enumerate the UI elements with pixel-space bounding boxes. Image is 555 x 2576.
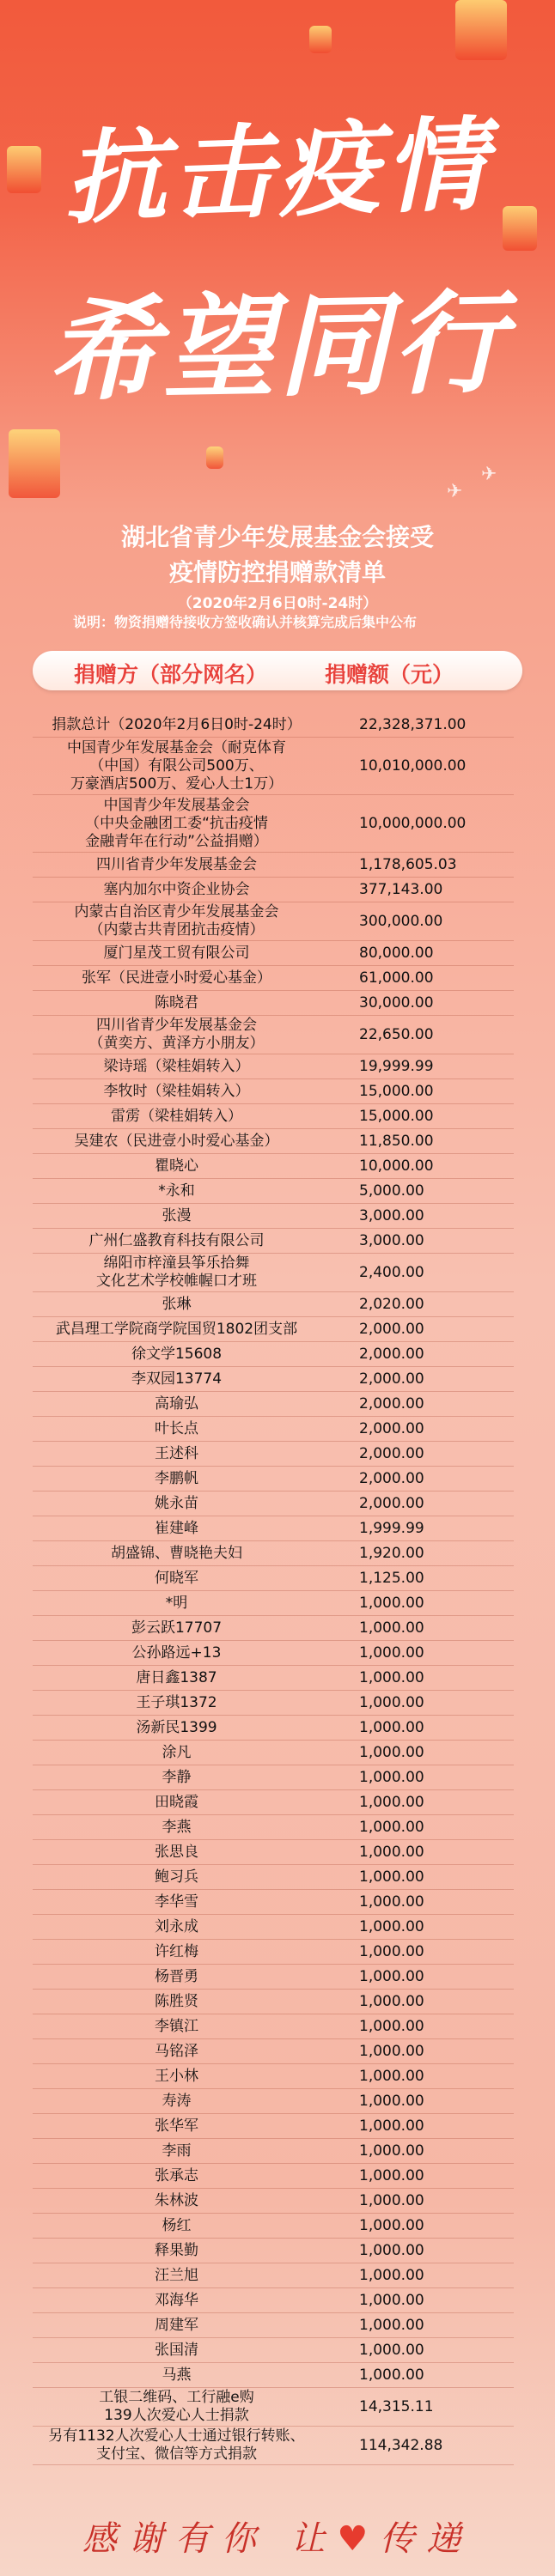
donor-name bbox=[33, 1918, 320, 1936]
table-row bbox=[33, 2139, 514, 2163]
donation-amount: 2,000.00 bbox=[359, 1321, 424, 1338]
donation-amount: 1,000.00 bbox=[359, 1918, 424, 1935]
donation-amount: 1,000.00 bbox=[359, 2217, 424, 2234]
donor-name-line: 杨晋勇 bbox=[155, 1967, 198, 1985]
donor-name bbox=[33, 2389, 320, 2425]
donor-name-line: 王小林 bbox=[155, 2067, 198, 2085]
donor-name bbox=[33, 797, 320, 851]
table-row bbox=[33, 1392, 514, 1416]
donation-amount: 3,000.00 bbox=[359, 1232, 424, 1249]
donor-name-line: 内蒙古自治区青少年发展基金会 bbox=[74, 903, 279, 920]
donor-name bbox=[33, 1108, 320, 1126]
donor-name-line: 涂凡 bbox=[162, 1743, 192, 1761]
donor-name-line: 文化艺术学校帷幄口才班 bbox=[96, 1273, 257, 1290]
donor-name-line: （中国）有限公司500万、 bbox=[89, 756, 264, 775]
donation-amount: 11,850.00 bbox=[359, 1133, 434, 1150]
donor-name bbox=[33, 1296, 320, 1314]
table-row bbox=[33, 2338, 514, 2362]
donor-name-line: 陈晓君 bbox=[155, 993, 198, 1012]
lantern-icon bbox=[9, 429, 60, 498]
donation-amount: 1,000.00 bbox=[359, 1669, 424, 1686]
donor-name-line: 张华军 bbox=[155, 2117, 198, 2135]
donation-amount: 2,000.00 bbox=[359, 1395, 424, 1413]
amount-column-header: 捐赠额（元） bbox=[325, 662, 454, 687]
donor-name-line: 李鹏帆 bbox=[155, 1469, 198, 1487]
table-row bbox=[33, 2189, 514, 2213]
donor-name-line: 万豪酒店500万、爱心人士1万） bbox=[70, 775, 284, 793]
donor-name bbox=[33, 2117, 320, 2136]
donor-name bbox=[33, 1017, 320, 1053]
donation-amount: 1,000.00 bbox=[359, 2068, 424, 2085]
bird-icon: ✈ bbox=[481, 464, 497, 485]
donor-name bbox=[33, 2217, 320, 2235]
donation-amount: 14,315.11 bbox=[359, 2398, 434, 2415]
donor-name bbox=[33, 1719, 320, 1737]
table-row bbox=[33, 1179, 514, 1203]
donor-name-line: 工银二维码、工行融e购 bbox=[99, 2389, 254, 2406]
donor-name bbox=[33, 1445, 320, 1463]
donor-column-header: 捐赠方（部分网名） bbox=[74, 662, 268, 687]
table-row bbox=[33, 1990, 514, 2014]
table-row bbox=[33, 1054, 514, 1078]
donation-amount: 1,000.00 bbox=[359, 2167, 424, 2184]
table-row bbox=[33, 2089, 514, 2113]
donation-amount: 1,000.00 bbox=[359, 2317, 424, 2334]
table-row bbox=[33, 1292, 514, 1316]
donation-amount: 19,999.99 bbox=[359, 1058, 434, 1075]
table-row bbox=[33, 2064, 514, 2088]
donation-amount: 1,000.00 bbox=[359, 1694, 424, 1711]
donor-name-line: 139人次爱心人士捐款 bbox=[104, 2407, 249, 2424]
donation-amount: 15,000.00 bbox=[359, 1083, 434, 1100]
donation-table bbox=[33, 713, 514, 2465]
donor-name-line: *永和 bbox=[158, 1182, 195, 1200]
donor-name-line: 彭云跃17707 bbox=[131, 1619, 223, 1637]
donation-amount: 1,178,605.03 bbox=[359, 856, 457, 873]
donor-name bbox=[33, 1769, 320, 1787]
table-row bbox=[33, 1865, 514, 1889]
donor-name-line: 姚永苗 bbox=[155, 1494, 198, 1512]
donor-name bbox=[33, 716, 320, 734]
donor-name bbox=[33, 2342, 320, 2360]
donor-name-line: 梁诗瑶（梁桂娟转入） bbox=[103, 1057, 250, 1075]
donation-amount: 1,125.00 bbox=[359, 1570, 424, 1587]
donor-name-line: 徐文学15608 bbox=[131, 1345, 223, 1363]
table-row bbox=[33, 966, 514, 990]
donor-name-line: 李牧时（梁桂娟转入） bbox=[103, 1082, 250, 1100]
donor-name bbox=[33, 1255, 320, 1291]
footer-slogan bbox=[0, 2512, 555, 2561]
donation-amount: 2,000.00 bbox=[359, 1346, 424, 1363]
donor-name bbox=[33, 1893, 320, 1911]
donor-name bbox=[33, 1595, 320, 1613]
donor-name-line: 瞿晓心 bbox=[155, 1157, 198, 1175]
donation-amount: 30,000.00 bbox=[359, 994, 434, 1012]
donor-name-line: 雷雳（梁桂娟转入） bbox=[111, 1107, 242, 1125]
donor-name-line: 武昌理工学院商学院国贸1802团支部 bbox=[55, 1320, 298, 1338]
donor-name-line: 王子琪1372 bbox=[136, 1693, 217, 1711]
donor-name-line: 王述科 bbox=[155, 1444, 198, 1462]
row-divider bbox=[33, 2464, 514, 2465]
donor-name-line: 金融青年在行动”公益捐赠） bbox=[85, 832, 268, 850]
donor-name bbox=[33, 2317, 320, 2335]
donation-amount: 3,000.00 bbox=[359, 1207, 424, 1224]
donation-amount: 2,020.00 bbox=[359, 1296, 424, 1313]
donor-name-line: 塞内加尔中资企业协会 bbox=[103, 880, 250, 898]
donation-amount: 1,999.99 bbox=[359, 1520, 424, 1537]
donor-name-line: *明 bbox=[165, 1594, 188, 1612]
table-row bbox=[33, 878, 514, 902]
table-row bbox=[33, 1641, 514, 1665]
table-row bbox=[33, 1566, 514, 1590]
donor-name-line: 李双园13774 bbox=[131, 1370, 223, 1388]
donor-name bbox=[33, 1207, 320, 1225]
table-row bbox=[33, 2164, 514, 2188]
table-row bbox=[33, 1691, 514, 1715]
table-row bbox=[33, 1442, 514, 1466]
donor-name-line: 何晓军 bbox=[155, 1569, 198, 1587]
table-row bbox=[33, 902, 514, 940]
donor-name-line: 杨红 bbox=[162, 2216, 192, 2234]
donor-name bbox=[33, 1495, 320, 1513]
donation-amount: 1,000.00 bbox=[359, 2117, 424, 2135]
table-row bbox=[33, 1154, 514, 1178]
donor-name-line: 捐款总计（2020年2月6日0时-24时） bbox=[52, 715, 302, 733]
donor-name bbox=[33, 2167, 320, 2185]
donor-name-line: 胡盛锦、曹晓艳夫妇 bbox=[111, 1544, 242, 1562]
donor-name-line: 鲍习兵 bbox=[155, 1868, 198, 1886]
donor-name-line: 另有1132人次爱心人士通过银行转账、 bbox=[48, 2427, 305, 2445]
donation-amount: 2,000.00 bbox=[359, 1495, 424, 1512]
donor-name-line: 高瑜弘 bbox=[155, 1394, 198, 1413]
donor-name-line: 吴建农（民进壹小时爱心基金） bbox=[74, 1132, 279, 1150]
table-row bbox=[33, 2427, 514, 2464]
donor-name bbox=[33, 2192, 320, 2210]
donor-name-line: 李静 bbox=[162, 1768, 192, 1786]
table-row bbox=[33, 1765, 514, 1789]
donor-name bbox=[33, 969, 320, 987]
table-row bbox=[33, 2014, 514, 2038]
page-subtitle: 疫情防控捐赠款清单 bbox=[168, 558, 386, 586]
table-row bbox=[33, 1815, 514, 1839]
table-row bbox=[33, 2214, 514, 2238]
donation-amount: 80,000.00 bbox=[359, 945, 434, 962]
donor-name bbox=[33, 1321, 320, 1339]
table-row bbox=[33, 991, 514, 1015]
table-row bbox=[33, 1915, 514, 1939]
donor-name-line: 公孙路远+13 bbox=[131, 1643, 222, 1662]
donation-amount: 1,000.00 bbox=[359, 2366, 424, 2384]
table-row bbox=[33, 2288, 514, 2312]
donor-name-line: 广州仁盛教育科技有限公司 bbox=[88, 1231, 265, 1249]
donor-name-line: 汤新民1399 bbox=[136, 1718, 217, 1736]
donor-name-line: （黄奕方、黄泽方小朋友） bbox=[88, 1035, 265, 1052]
donor-name bbox=[33, 1619, 320, 1637]
donor-name-line: 马燕 bbox=[162, 2366, 192, 2384]
donor-name bbox=[33, 2366, 320, 2385]
table-row bbox=[33, 2114, 514, 2138]
footer-pass-on: 传递 bbox=[380, 2519, 473, 2559]
table-row bbox=[33, 2039, 514, 2063]
donor-name bbox=[33, 2142, 320, 2160]
donation-amount: 2,400.00 bbox=[359, 1264, 424, 1281]
donation-amount: 1,000.00 bbox=[359, 2267, 424, 2284]
footer-let: 让 bbox=[290, 2519, 338, 2559]
donor-name bbox=[33, 1968, 320, 1986]
donation-amount: 1,000.00 bbox=[359, 2043, 424, 2060]
table-row bbox=[33, 2263, 514, 2287]
table-row bbox=[33, 1417, 514, 1441]
donor-name bbox=[33, 1744, 320, 1762]
donation-amount: 1,000.00 bbox=[359, 2093, 424, 2110]
donor-name-line: 李雨 bbox=[162, 2142, 192, 2160]
donor-name bbox=[33, 1545, 320, 1563]
table-row bbox=[33, 1016, 514, 1054]
donor-name bbox=[33, 739, 320, 793]
donor-name-line: 许红梅 bbox=[155, 1942, 198, 1960]
donor-name bbox=[33, 1943, 320, 1961]
donor-name bbox=[33, 1182, 320, 1200]
donation-amount: 22,650.00 bbox=[359, 1026, 434, 1043]
donation-amount: 2,000.00 bbox=[359, 1370, 424, 1388]
table-row bbox=[33, 1616, 514, 1640]
donor-name-line: 四川省青少年发展基金会 bbox=[96, 855, 257, 873]
table-row bbox=[33, 1367, 514, 1391]
donation-amount: 2,000.00 bbox=[359, 1470, 424, 1487]
donor-name bbox=[33, 881, 320, 899]
donation-amount: 2,000.00 bbox=[359, 1420, 424, 1437]
donor-name bbox=[33, 1694, 320, 1712]
donor-name-line: （内蒙古共青团抗击疫情） bbox=[88, 921, 265, 939]
donor-name-line: 张思良 bbox=[155, 1843, 198, 1861]
donor-name bbox=[33, 1669, 320, 1687]
page-title: 湖北省青少年发展基金会接受 bbox=[120, 523, 434, 551]
footer-thanks: 感谢有你 bbox=[82, 2519, 268, 2559]
donation-amount: 10,000.00 bbox=[359, 1157, 434, 1175]
donor-name bbox=[33, 1133, 320, 1151]
donor-name-line: 李华雪 bbox=[155, 1893, 198, 1911]
donation-amount: 15,000.00 bbox=[359, 1108, 434, 1125]
donation-amount: 1,000.00 bbox=[359, 1595, 424, 1612]
donation-amount: 1,000.00 bbox=[359, 1719, 424, 1736]
donor-name bbox=[33, 1844, 320, 1862]
donation-amount: 1,000.00 bbox=[359, 1769, 424, 1786]
lantern-icon bbox=[309, 26, 332, 53]
table-row bbox=[33, 1204, 514, 1228]
headline-line-2: 希望同行 bbox=[46, 276, 509, 416]
table-row bbox=[33, 713, 514, 737]
donor-name bbox=[33, 1993, 320, 2011]
donor-name bbox=[33, 945, 320, 963]
table-row bbox=[33, 1790, 514, 1814]
donor-name-line: 支付宝、微信等方式捐款 bbox=[96, 2445, 257, 2463]
donor-name bbox=[33, 1420, 320, 1438]
hero-banner bbox=[0, 0, 555, 502]
table-row bbox=[33, 1492, 514, 1516]
donor-name-line: 刘永成 bbox=[155, 1917, 198, 1935]
table-row bbox=[33, 2313, 514, 2337]
table-row bbox=[33, 1741, 514, 1765]
table-row bbox=[33, 2363, 514, 2387]
donor-name-line: 张承志 bbox=[155, 2166, 198, 2184]
donor-name-line: 邓海华 bbox=[155, 2291, 198, 2309]
heart-icon: ♥ bbox=[337, 2519, 381, 2559]
donation-amount: 5,000.00 bbox=[359, 1182, 424, 1200]
donor-name-line: 周建军 bbox=[155, 2316, 198, 2334]
donor-name bbox=[33, 2043, 320, 2061]
donor-name bbox=[33, 1058, 320, 1076]
donor-name-line: 叶长点 bbox=[155, 1419, 198, 1437]
donor-name-line: 汪兰旭 bbox=[155, 2266, 198, 2284]
donor-name bbox=[33, 1083, 320, 1101]
donor-name bbox=[33, 1232, 320, 1250]
donation-amount: 1,000.00 bbox=[359, 1794, 424, 1811]
table-row bbox=[33, 1516, 514, 1540]
table-row bbox=[33, 1317, 514, 1341]
donor-name-line: 四川省青少年发展基金会 bbox=[96, 1017, 257, 1034]
table-row bbox=[33, 853, 514, 877]
date-range: （2020年2月6日0时-24时） bbox=[177, 595, 378, 612]
donation-amount: 10,010,000.00 bbox=[359, 757, 467, 775]
donation-amount: 1,000.00 bbox=[359, 2142, 424, 2160]
donor-name-line: 马铭泽 bbox=[155, 2042, 198, 2060]
table-row bbox=[33, 1342, 514, 1366]
donor-name-line: 朱林波 bbox=[155, 2191, 198, 2209]
donation-amount: 1,920.00 bbox=[359, 1545, 424, 1562]
donor-name bbox=[33, 2267, 320, 2285]
lantern-icon bbox=[206, 447, 223, 469]
donor-name-line: 李镇江 bbox=[155, 2017, 198, 2035]
table-row bbox=[33, 2388, 514, 2426]
donation-amount: 10,000,000.00 bbox=[359, 815, 467, 832]
table-header bbox=[33, 651, 522, 690]
donor-name-line: 崔建峰 bbox=[155, 1519, 198, 1537]
table-row bbox=[33, 1716, 514, 1740]
donor-name-line: （中央金融团工委“抗击疫情 bbox=[85, 814, 268, 832]
bird-icon: ✈ bbox=[447, 481, 463, 502]
donor-name bbox=[33, 2018, 320, 2036]
donor-name-line: 张漫 bbox=[162, 1206, 192, 1224]
donor-name bbox=[33, 2068, 320, 2086]
donor-name bbox=[33, 1370, 320, 1388]
donor-name bbox=[33, 2093, 320, 2111]
table-row bbox=[33, 1467, 514, 1491]
headline-line-1: 抗击疫情 bbox=[63, 104, 493, 239]
donation-amount: 114,342.88 bbox=[359, 2437, 443, 2454]
table-row bbox=[33, 1229, 514, 1253]
donation-amount: 1,000.00 bbox=[359, 2292, 424, 2309]
donor-name-line: 寿涛 bbox=[162, 2092, 192, 2110]
donor-name bbox=[33, 1395, 320, 1413]
table-row bbox=[33, 1840, 514, 1864]
donor-name-line: 中国青少年发展基金会（耐克体育 bbox=[67, 738, 286, 756]
table-row bbox=[33, 1104, 514, 1128]
donor-name bbox=[33, 1470, 320, 1488]
donor-name-line: 厦门星茂工贸有限公司 bbox=[103, 944, 250, 962]
donation-amount: 300,000.00 bbox=[359, 913, 443, 930]
donor-name-line: 张军（民进壹小时爱心基金） bbox=[82, 969, 271, 987]
table-row bbox=[33, 1129, 514, 1153]
donor-name bbox=[33, 903, 320, 939]
explanatory-note: 说明：物资捐赠待接收方签收确认并核算完成后集中公布 bbox=[73, 614, 418, 630]
donation-amount: 1,000.00 bbox=[359, 1868, 424, 1886]
donor-name bbox=[33, 1346, 320, 1364]
table-row bbox=[33, 2239, 514, 2263]
donation-amount: 61,000.00 bbox=[359, 969, 434, 987]
donor-name bbox=[33, 1868, 320, 1886]
donation-amount: 1,000.00 bbox=[359, 1844, 424, 1861]
donation-amount: 22,328,371.00 bbox=[359, 716, 467, 733]
table-row bbox=[33, 795, 514, 852]
table-row bbox=[33, 1940, 514, 1964]
donor-name-line: 李燕 bbox=[162, 1818, 192, 1836]
donor-name-line: 田晓霞 bbox=[155, 1793, 198, 1811]
table-row bbox=[33, 1890, 514, 1914]
donor-name bbox=[33, 1157, 320, 1176]
donor-name bbox=[33, 1644, 320, 1662]
donation-amount: 377,143.00 bbox=[359, 881, 443, 898]
donor-name-line: 绵阳市梓潼县筝乐拾舞 bbox=[103, 1255, 250, 1272]
donation-amount: 1,000.00 bbox=[359, 1819, 424, 1836]
donor-name-line: 张琳 bbox=[162, 1295, 192, 1313]
donor-name bbox=[33, 1570, 320, 1588]
donation-amount: 2,000.00 bbox=[359, 1445, 424, 1462]
table-row bbox=[33, 1541, 514, 1565]
donor-name bbox=[33, 2427, 320, 2464]
donation-amount: 1,000.00 bbox=[359, 1893, 424, 1911]
donation-amount: 1,000.00 bbox=[359, 1968, 424, 1985]
donation-amount: 1,000.00 bbox=[359, 2342, 424, 2359]
donor-name bbox=[33, 1819, 320, 1837]
donor-name-line: 唐日鑫1387 bbox=[136, 1668, 217, 1686]
table-row bbox=[33, 1079, 514, 1103]
donor-name-line: 中国青少年发展基金会 bbox=[103, 796, 250, 814]
donation-amount: 1,000.00 bbox=[359, 1744, 424, 1761]
table-row bbox=[33, 738, 514, 794]
donor-name bbox=[33, 2292, 320, 2310]
donation-amount: 1,000.00 bbox=[359, 1619, 424, 1637]
table-row bbox=[33, 941, 514, 965]
donor-name bbox=[33, 1794, 320, 1812]
donation-amount: 1,000.00 bbox=[359, 2018, 424, 2035]
table-row bbox=[33, 1591, 514, 1615]
donor-name bbox=[33, 856, 320, 874]
table-row bbox=[33, 1666, 514, 1690]
donation-amount: 1,000.00 bbox=[359, 2192, 424, 2209]
donor-name-line: 张国清 bbox=[155, 2341, 198, 2359]
donor-name-line: 释果勤 bbox=[155, 2241, 198, 2259]
table-row bbox=[33, 1254, 514, 1291]
donation-amount: 1,000.00 bbox=[359, 1943, 424, 1960]
donor-name-line: 陈胜贤 bbox=[155, 1992, 198, 2010]
table-row bbox=[33, 1965, 514, 1989]
lantern-icon bbox=[455, 0, 507, 60]
donation-amount: 1,000.00 bbox=[359, 1993, 424, 2010]
donor-name bbox=[33, 2242, 320, 2260]
donor-name bbox=[33, 1520, 320, 1538]
donation-amount: 1,000.00 bbox=[359, 2242, 424, 2259]
donor-name bbox=[33, 994, 320, 1012]
donation-amount: 1,000.00 bbox=[359, 1644, 424, 1662]
